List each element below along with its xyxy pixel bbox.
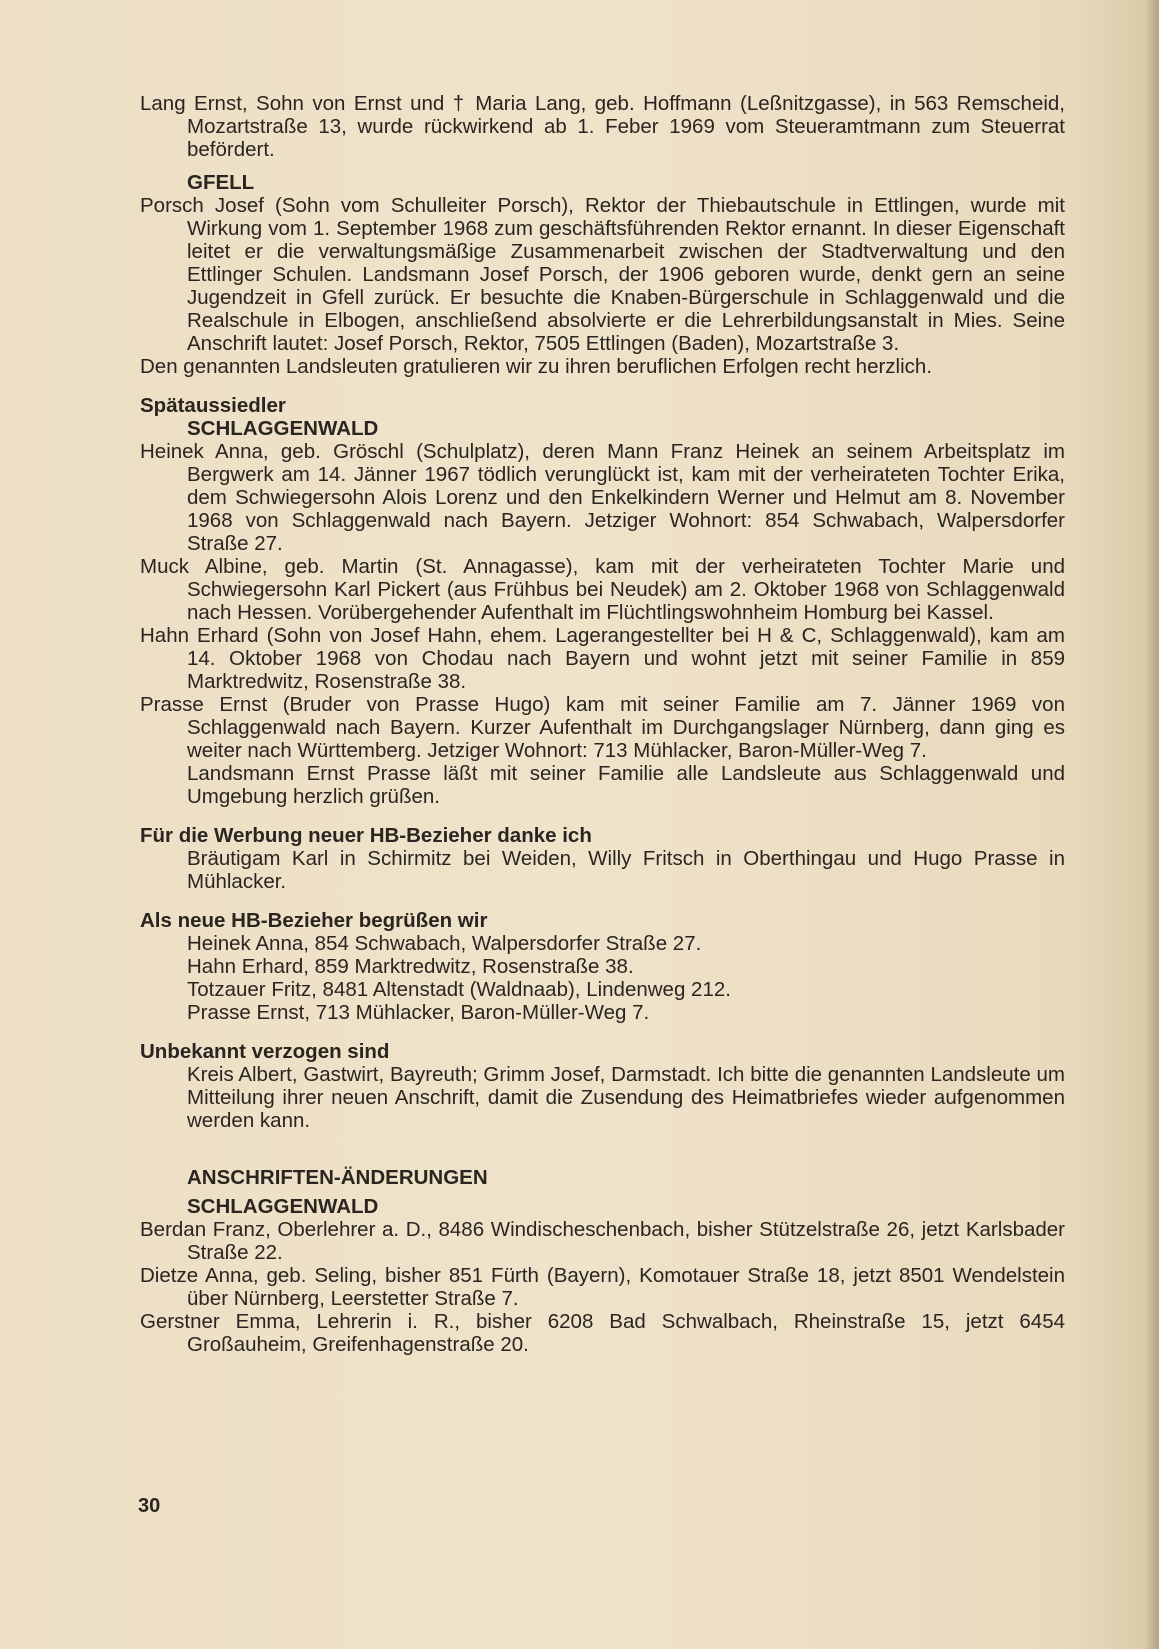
list-item: Hahn Erhard, 859 Marktredwitz, Rosenstraße 38. xyxy=(187,955,634,978)
congrats-line: Den genannten Landsleuten gratulieren wir zu ihren beruflichen Erfolgen recht herzlich. xyxy=(140,355,933,378)
porsch-entry: Porsch Josef (Sohn vom Schulleiter Porsch), Rektor der Thiebautschule in Ettlingen, wurde mit Wirkung vom 1. September 1968 zum geschäftsführenden Rektor ernannt. In dieser Eigenschaft leitet er die verwaltungsmäßige Zusammenarbeit zwischen der Stadtverwaltung und den Ettlinger Schulen. Landsmann Josef Porsch, der 1906 geboren wurde, denkt gern an seine Jugendzeit in Gfell zurück. Er besuchte die Knaben-Bürgerschule in Schlaggenwald und die Realschule in Elbogen, anschließend absolvierte er die Lehrerbildungsanstalt in Mies. Seine Anschrift lautet: Josef Porsch, Rektor, 7505 Ettlingen (Baden), Mozartstraße 3. xyxy=(140,194,1065,355)
gfell-heading: GFELL xyxy=(187,171,255,194)
list-item: Gerstner Emma, Lehrerin i. R., bisher 6208 Bad Schwalbach, Rheinstraße 15, jetzt 6454 Großauheim, Greifenhagenstraße 20. xyxy=(140,1310,1065,1356)
page-number: 30 xyxy=(138,1495,161,1517)
list-item: Berdan Franz, Oberlehrer a. D., 8486 Windischeschenbach, bisher Stützelstraße 26, jetzt Karlsbader Straße 22. xyxy=(140,1218,1065,1264)
list-item: Prasse Ernst, 713 Mühlacker, Baron-Müller-Weg 7. xyxy=(187,1001,650,1024)
neue-bezieher-heading: Als neue HB-Bezieher begrüßen wir xyxy=(140,909,488,932)
list-item: Totzauer Fritz, 8481 Altenstadt (Waldnaab), Lindenweg 212. xyxy=(187,978,731,1001)
unbekannt-text: Kreis Albert, Gastwirt, Bayreuth; Grimm Josef, Darmstadt. Ich bitte die genannten Landsleute um Mitteilung ihrer neuen Anschrift, damit die Zusendung des Heimatbriefes wieder aufgenommen werden kann. xyxy=(187,1063,1065,1132)
list-item: Heinek Anna, 854 Schwabach, Walpersdorfer Straße 27. xyxy=(187,932,702,955)
prasse-greeting: Landsmann Ernst Prasse läßt mit seiner Familie alle Landsleute aus Schlaggenwald und Umgebung herzlich grüßen. xyxy=(187,762,1065,808)
page-content xyxy=(140,92,1065,1356)
list-item: Dietze Anna, geb. Seling, bisher 851 Fürth (Bayern), Komotauer Straße 18, jetzt 8501 Wendelstein über Nürnberg, Leerstetter Straße 7. xyxy=(140,1264,1065,1310)
anschriften-heading: ANSCHRIFTEN-ÄNDERUNGEN xyxy=(187,1166,488,1189)
page-edge-shadow xyxy=(1145,0,1159,1649)
werbung-heading: Für die Werbung neuer HB-Bezieher danke ich xyxy=(140,824,592,847)
spaetaussiedler-heading: Spätaussiedler xyxy=(140,394,286,417)
lang-entry: Lang Ernst, Sohn von Ernst und † Maria Lang, geb. Hoffmann (Leßnitzgasse), in 563 Remscheid, Mozartstraße 13, wurde rückwirkend ab 1. Feber 1969 vom Steueramtmann zum Steuerrat befördert. xyxy=(140,92,1065,161)
werbung-text: Bräutigam Karl in Schirmitz bei Weiden, Willy Fritsch in Oberthingau und Hugo Prasse in Mühlacker. xyxy=(187,847,1065,893)
list-item: Heinek Anna, geb. Gröschl (Schulplatz), deren Mann Franz Heinek an seinem Arbeitsplatz im Bergwerk am 14. Jänner 1967 tödlich verunglückt ist, kam mit der verheirateten Tochter Erika, dem Schwiegersohn Alois Lorenz und den Enkelkindern Werner und Helmut am 8. November 1968 von Schlaggenwald nach Bayern. Jetziger Wohnort: 854 Schwabach, Walpersdorfer Straße 27. xyxy=(140,440,1065,555)
list-item: Muck Albine, geb. Martin (St. Annagasse), kam mit der verheirateten Tochter Marie und Schwiegersohn Karl Pickert (aus Frühbus bei Neudek) am 2. Oktober 1968 von Schlaggenwald nach Hessen. Vorübergehender Aufenthalt im Flüchtlingswohnheim Homburg bei Kassel. xyxy=(140,555,1065,624)
list-item: Hahn Erhard (Sohn von Josef Hahn, ehem. Lagerangestellter bei H & C, Schlaggenwald), kam am 14. Oktober 1968 von Chodau nach Bayern und wohnt jetzt mit seiner Familie in 859 Marktredwitz, Rosenstraße 38. xyxy=(140,624,1065,693)
unbekannt-heading: Unbekannt verzogen sind xyxy=(140,1040,390,1063)
schlaggenwald-heading: SCHLAGGENWALD xyxy=(187,417,379,440)
anschriften-subheading: SCHLAGGENWALD xyxy=(187,1195,379,1218)
list-item: Prasse Ernst (Bruder von Prasse Hugo) kam mit seiner Familie am 7. Jänner 1969 von Schlaggenwald nach Bayern. Kurzer Aufenthalt im Durchgangslager Nürnberg, dann ging es weiter nach Württemberg. Jetziger Wohnort: 713 Mühlacker, Baron-Müller-Weg 7. xyxy=(140,693,1065,762)
